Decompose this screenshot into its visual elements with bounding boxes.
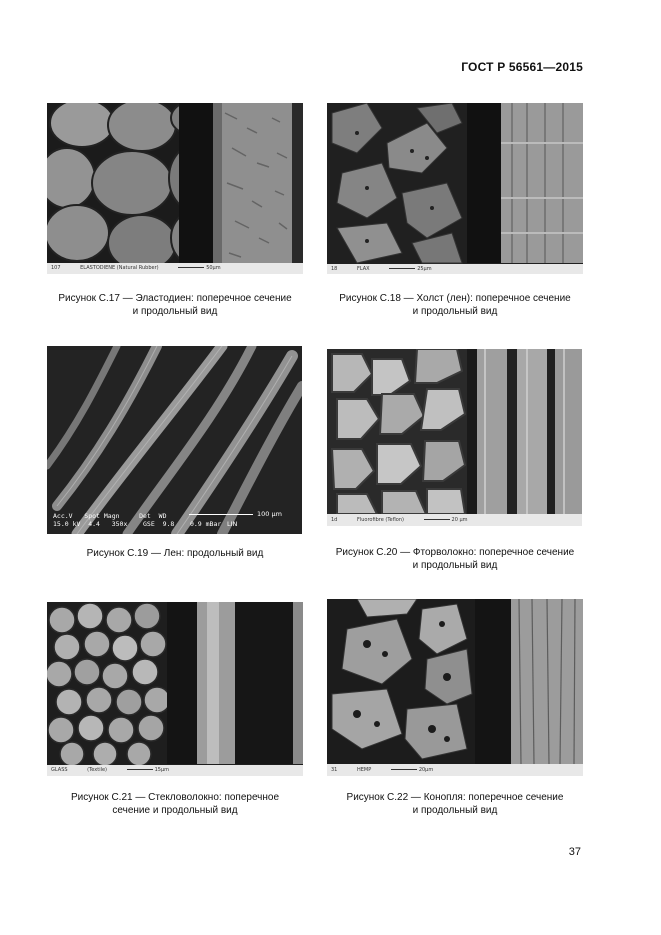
- sem-parameters: Acc.V Spot Magn Det WD 15.0 kV 4.4 350x GSE 9.8 0.9 mBar: [53, 512, 222, 528]
- scale-bar: [189, 514, 253, 515]
- figure-c21-image: [47, 602, 303, 776]
- figure-c22-image: [327, 599, 583, 776]
- figure-c20-image: [327, 349, 582, 526]
- figure-c20-info-strip: 1d Fluorofibre (Teflon) 20 µm: [327, 514, 582, 526]
- flax-micrograph: [327, 103, 583, 274]
- figure-c17-image: [47, 103, 303, 274]
- scale-bar-label: 100 µm: [257, 510, 282, 518]
- linen-micrograph: [47, 346, 302, 534]
- page-number: 37: [568, 846, 581, 858]
- fluorofibre-micrograph: [327, 349, 582, 526]
- elastodiene-micrograph: [47, 103, 303, 274]
- figure-c20-caption: Рисунок С.20 — Фторволокно: поперечное сечение и продольный вид: [335, 547, 575, 571]
- figure-c17-info-strip: 107 ELASTODIENE (Natural Rubber) 50µm: [47, 263, 303, 274]
- figure-c18-image: [327, 103, 583, 274]
- figure-c21-caption: Рисунок С.21 — Стекловолокно: поперечное сечение и продольный вид: [70, 792, 280, 816]
- sem-mode-label: LIN: [227, 520, 238, 528]
- figure-c18-info-strip: 18 FLAX 25µm: [327, 264, 583, 274]
- figure-c18-caption: Рисунок С.18 — Холст (лен): поперечное сечение и продольный вид: [339, 293, 571, 317]
- figure-c17-caption: Рисунок С.17 — Эластодиен: поперечное сечение и продольный вид: [58, 293, 292, 317]
- figure-c22-caption: Рисунок С.22 — Конопля: поперечное сечение и продольный вид: [346, 792, 564, 816]
- figure-c19-image: [47, 346, 302, 534]
- figure-c22-info-strip: 31 HEMP 20µm: [327, 764, 583, 776]
- hemp-micrograph: [327, 599, 583, 776]
- document-header: ГОСТ Р 56561—2015: [461, 60, 583, 74]
- glass-fibre-micrograph: [47, 602, 303, 776]
- figure-c19-caption: Рисунок С.19 — Лен: продольный вид: [86, 548, 264, 559]
- figure-c21-info-strip: GLASS (Textile) 15µm: [47, 765, 303, 776]
